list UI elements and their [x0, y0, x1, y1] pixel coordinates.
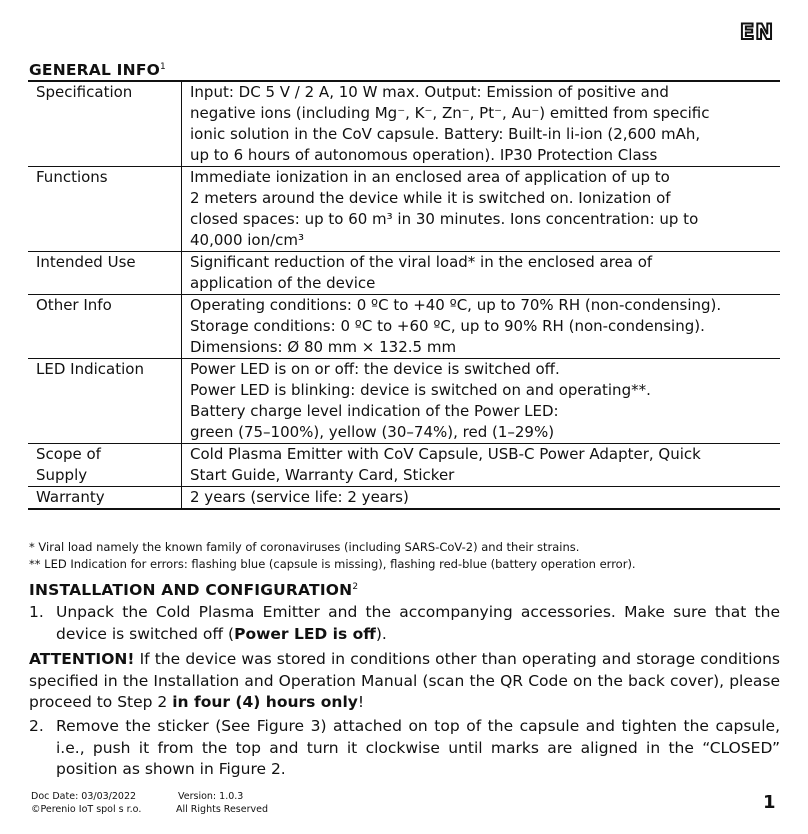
spec-table	[28, 80, 780, 510]
spec-value-line: Power LED is blinking: device is switched on and operating**.	[190, 381, 651, 399]
copyright: ©Perenio IoT spol s r.o.	[31, 804, 142, 815]
spec-value-line: 40,000 ion/cm³	[190, 231, 305, 249]
rights-reserved: All Rights Reserved	[176, 804, 268, 815]
spec-label	[28, 487, 182, 510]
spec-label-line: Functions	[36, 168, 108, 186]
step-text: Remove the sticker (See Figure 3) attached on top of the capsule and tighten the capsule, i.e., push it from the top and turn it clockwise until marks are aligned in the “CLOSED” position as shown in Figure 2.	[56, 717, 780, 778]
spec-row	[28, 444, 780, 487]
spec-value-line: Cold Plasma Emitter with CoV Capsule, USB-C Power Adapter, Quick	[190, 445, 701, 463]
spec-row	[28, 81, 780, 167]
spec-label-line: Supply	[36, 466, 88, 484]
general-info-heading	[29, 61, 166, 79]
spec-value-line: application of the device	[190, 274, 376, 292]
spec-value-line: Significant reduction of the viral load* in the enclosed area of	[190, 253, 653, 271]
installation-title: INSTALLATION AND CONFIGURATION	[29, 581, 353, 599]
spec-label-line: LED Indication	[36, 360, 144, 378]
step-emphasis: Power LED is off	[234, 624, 376, 643]
spec-row	[28, 252, 780, 295]
spec-row	[28, 295, 780, 359]
spec-label	[28, 252, 182, 295]
spec-label-line: Specification	[36, 83, 133, 101]
spec-label	[28, 295, 182, 359]
spec-value-line: Start Guide, Warranty Card, Sticker	[190, 466, 455, 484]
attention-label: ATTENTION!	[29, 650, 135, 668]
spec-value	[182, 359, 781, 444]
spec-label	[28, 167, 182, 252]
step-number: 2.	[29, 717, 44, 735]
step-number: 1.	[29, 603, 44, 621]
attention-text: If the device was stored in conditions other than operating and storage conditions specified in the Installation and Operation Manual (scan the QR Code on the back cover), please proceed to Step 2	[29, 650, 780, 711]
language-badge: EN	[740, 20, 774, 44]
document-metadata	[31, 790, 268, 816]
step-1	[29, 602, 780, 645]
general-info-title: GENERAL INFO	[29, 61, 160, 79]
spec-value	[182, 295, 781, 359]
spec-value-line: 2 meters around the device while it is switched on. Ionization of	[190, 189, 671, 207]
spec-value-line: negative ions (including Mg⁻, K⁻, Zn⁻, Pt⁻, Au⁻) emitted from specific	[190, 104, 710, 122]
spec-value	[182, 444, 781, 487]
spec-value-line: green (75–100%), yellow (30–74%), red (1–29%)	[190, 423, 555, 441]
spec-value-line: Immediate ionization in an enclosed area of application of up to	[190, 168, 670, 186]
spec-value	[182, 167, 781, 252]
spec-label	[28, 359, 182, 444]
spec-label-line: Scope of	[36, 445, 101, 463]
page-number: 1	[763, 792, 776, 813]
spec-label	[28, 444, 182, 487]
spec-table-body	[28, 81, 780, 509]
spec-row	[28, 359, 780, 444]
spec-value-line: closed spaces: up to 60 m³ in 30 minutes. Ions concentration: up to	[190, 210, 699, 228]
general-info-superscript: 1	[159, 61, 166, 72]
step-text-part: Unpack the Cold Plasma Emitter and the accompanying accessories. Make sure that the device is switched off (	[56, 603, 780, 643]
spec-value-line: ionic solution in the CoV capsule. Battery: Built-in li-ion (2,600 mAh,	[190, 125, 701, 143]
spec-value	[182, 81, 781, 167]
spec-value-line: Battery charge level indication of the Power LED:	[190, 402, 559, 420]
spec-label-line: Warranty	[36, 488, 105, 506]
spec-value-line: up to 6 hours of autonomous operation). IP30 Protection Class	[190, 146, 658, 164]
attention-emphasis: in four (4) hours only	[172, 693, 358, 711]
spec-label-line: Intended Use	[36, 253, 136, 271]
doc-date: Doc Date: 03/03/2022	[31, 791, 137, 802]
spec-row	[28, 167, 780, 252]
step-text-part: ).	[375, 624, 387, 643]
step-text	[56, 602, 780, 645]
spec-label	[28, 81, 182, 167]
step-2	[29, 716, 780, 781]
spec-label-line: Other Info	[36, 296, 112, 314]
doc-version: Version: 1.0.3	[178, 791, 244, 802]
footnotes	[29, 539, 636, 573]
spec-row	[28, 487, 780, 510]
attention-text: !	[357, 693, 365, 711]
installation-heading	[29, 581, 358, 599]
spec-value	[182, 252, 781, 295]
spec-value-line: Power LED is on or off: the device is switched off.	[190, 360, 560, 378]
spec-value-line: 2 years (service life: 2 years)	[190, 488, 409, 506]
spec-value	[182, 487, 781, 510]
footnote-viral-load: * Viral load namely the known family of coronaviruses (including SARS-CoV-2) and their strains.	[29, 540, 580, 554]
attention-note	[29, 649, 780, 714]
footnote-led-errors: ** LED Indication for errors: flashing blue (capsule is missing), flashing red-blue (battery operation error).	[29, 557, 636, 571]
spec-value-line: Dimensions: Ø 80 mm × 132.5 mm	[190, 338, 457, 356]
spec-value-line: Operating conditions: 0 ºC to +40 ºC, up to 70% RH (non-condensing).	[190, 296, 722, 314]
spec-value-line: Storage conditions: 0 ºC to +60 ºC, up to 90% RH (non-condensing).	[190, 317, 705, 335]
installation-superscript: 2	[352, 581, 359, 592]
spec-value-line: Input: DC 5 V / 2 A, 10 W max. Output: Emission of positive and	[190, 83, 669, 101]
